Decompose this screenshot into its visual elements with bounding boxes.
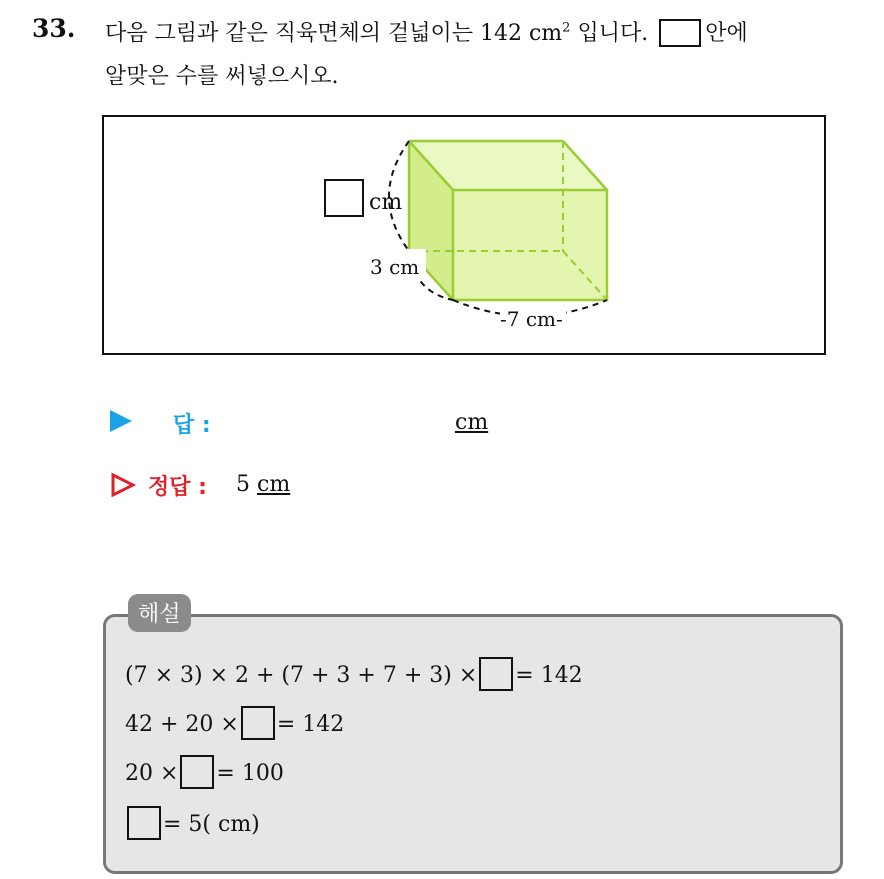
equation-right: = 142 — [515, 663, 583, 688]
blank-box — [479, 657, 513, 691]
solution-equation-2 — [125, 706, 344, 740]
question-number: 33. — [32, 14, 76, 43]
figure-frame — [102, 115, 826, 355]
superscript: 2 — [562, 20, 571, 36]
question-line-2: 알맞은 수를 써넣으시오. — [105, 64, 339, 89]
depth-label: 3 cm — [370, 255, 420, 279]
correct-answer-value: 5 — [236, 472, 250, 497]
height-blank-box — [325, 180, 363, 216]
height-unit-label: cm — [369, 190, 403, 215]
answer-label: 답 : — [173, 413, 211, 438]
solution-equation-1 — [125, 657, 583, 691]
question-text: 다음 그림과 같은 직육면체의 겉넓이는 142 cm — [105, 21, 563, 46]
question-text-end: 입니다. — [570, 21, 649, 46]
solution-equation-3 — [125, 755, 284, 789]
width-label: -7 cm- — [500, 307, 563, 331]
correct-answer-label: 정답 : — [148, 475, 207, 500]
correct-answer-unit: cm — [257, 472, 291, 497]
answer-unit: cm — [455, 410, 489, 435]
equation-left: (7 × 3) × 2 + (7 + 3 + 7 + 3) × — [125, 663, 478, 688]
solution-tag: 해설 — [128, 594, 191, 632]
equation-left: 20 × — [125, 761, 179, 786]
cuboid-figure — [104, 117, 824, 353]
solution-equation-4 — [125, 806, 260, 840]
blank-box — [659, 19, 701, 47]
blank-box — [127, 806, 161, 840]
cuboid-front-face — [453, 190, 607, 300]
question-text-tail: 안에 — [705, 21, 748, 46]
equation-left: 42 + 20 × — [125, 712, 239, 737]
correct-answer — [236, 472, 290, 497]
correct-arrow-icon — [110, 472, 136, 498]
answer-arrow-icon — [110, 410, 132, 432]
equation-right: = 100 — [216, 761, 284, 786]
question-line-1 — [105, 16, 748, 47]
equation-right: = 5( cm) — [163, 812, 260, 837]
equation-right: = 142 — [276, 712, 345, 737]
blank-box — [241, 706, 275, 740]
blank-box — [180, 755, 214, 789]
